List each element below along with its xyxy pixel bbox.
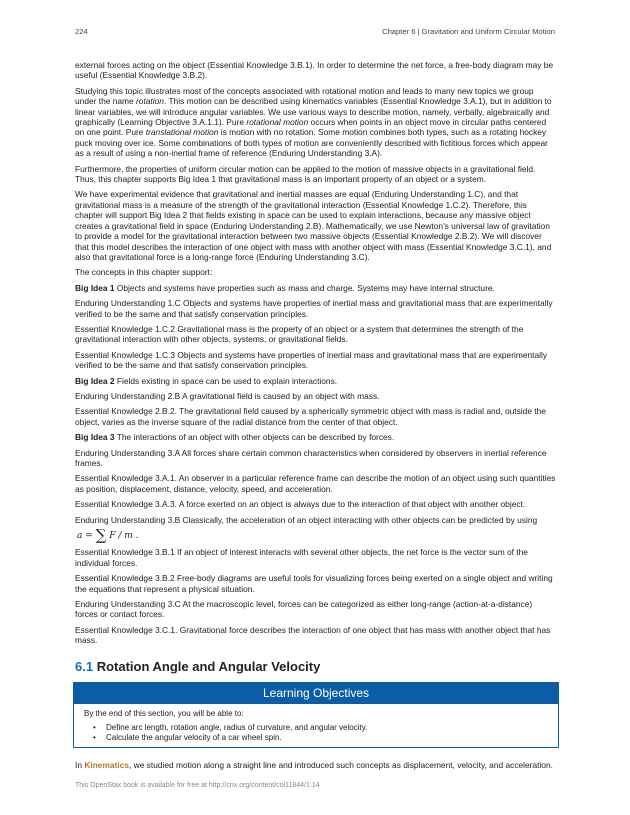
concept-list: [75, 283, 557, 525]
page-content: [75, 60, 557, 776]
objective-item: • Define arc length, rotation angle, radius of curvature, and angular velocity.: [106, 723, 548, 733]
paragraph: external forces acting on the object (Essential Knowledge 3.B.1). In order to determine the net force, a free-body diagram may be useful (Essential Knowledge 3.B.2).: [75, 60, 554, 81]
concept-item: Essential Knowledge 3.C.1. Gravitational force describes the interaction of one object that has mass with another object that has mass.: [75, 624, 551, 646]
paragraph: Studying this topic illustrates most of the concepts associated with rotational motion and leads to many new topics we group under the name rotation. This motion can be described using kinematics variables (Essential Knowledge 3.A.1), but in addition to linear variables, we will introduce angular variables. We use various ways to describe motion, namely, verbally, algebraically and graphically (Learning Objective 3.A.1.1). Pure rotational motion occurs when points in an object move in circular paths centered on one point. Pure translational motion is motion with no rotation. Some motion combines both types, such as a rotating hockey puck moving over ice. Some combinations of both types of motion are conveniently described with fictitious forces which appear as a result of using a non-inertial frame of reference (Enduring Understanding 3.A).: [75, 85, 552, 159]
big-idea-label: Big Idea 3: [75, 432, 115, 443]
concept-item: Enduring Understanding 2.B A gravitational field is caused by an object with mass.: [75, 390, 380, 401]
concept-list-continued: [75, 547, 557, 645]
page-footer: This OpenStax book is available for free at http://cnx.org/content/col11844/1.14: [75, 782, 320, 789]
concept-item: Big Idea 3 The interactions of an object with other objects can be described by forces.: [75, 432, 395, 443]
concept-item: Big Idea 2 Fields existing in space can be used to explain interactions.: [75, 375, 338, 386]
concept-item: Enduring Understanding 3.B Classically, the acceleration of an object interacting with other objects can be predicted by using: [75, 514, 538, 525]
intro-post: , we studied motion along a straight line and introduced such concepts as displacement, velocity, and acceleration.: [129, 760, 553, 771]
concept-item: Big Idea 1 Objects and systems have properties such as mass and charge. Systems may have internal structure.: [75, 282, 495, 293]
intro-paragraph: [75, 760, 557, 770]
sigma-symbol: ∑: [95, 526, 107, 545]
paragraph: We have experimental evidence that gravitational and inertial masses are equal (Enduring Understanding 1.C), and that gravitational mass is a measure of the strength of the gravitational interaction (Essential Knowledge 1.C.2). Therefore, this chapter will support Big Idea 2 that fields existing in space can be used to explain interactions, because any massive object creates a gravitational field in space (Enduring Understanding 2.B). Mathematically, we use Newton's universal law of gravitation to provide a model for the gravitational interaction between two massive objects (Essential Knowledge 2.B.2). We will discover that this model describes the interaction of one object with mass with another object with mass (Essential Knowledge 3.C.1), and also that gravitational force is a long-range force (Enduring Understanding 3.C).: [75, 189, 552, 262]
learning-objectives-title: Learning Objectives: [74, 683, 558, 704]
objective-item: • Calculate the angular velocity of a car wheel spin.: [106, 733, 548, 743]
objectives-list: [84, 723, 548, 743]
concept-item: Essential Knowledge 3.B.2 Free-body diagrams are useful tools for visualizing forces being exerted on a single object and writing the equations that represent a physical situation.: [75, 573, 553, 594]
concept-item: Enduring Understanding 3.A All forces share certain common characteristics when considered by observers in inertial reference frames.: [75, 447, 547, 468]
concept-item: Essential Knowledge 2.B.2. The gravitational field caused by a spherically symmetric object with mass is radial and, outside the object, varies as the inverse square of the radial distance from the center of that object.: [75, 406, 546, 427]
learning-objectives-intro: By the end of this section, you will be able to:: [84, 709, 244, 719]
big-idea-label: Big Idea 1: [75, 282, 115, 293]
big-idea-label: Big Idea 2: [75, 375, 115, 386]
section-heading: [75, 658, 557, 674]
intro-pre: In: [75, 760, 85, 771]
concept-item: Enduring Understanding 3.C At the macroscopic level, forces can be categorized as either long-range (action-at-a-distance) forces or contact forces.: [75, 599, 533, 620]
section-number: 6.1: [75, 658, 94, 674]
concept-item: Enduring Understanding 1.C Objects and systems have properties of inertial mass and gravitational mass that are experimentally verified to be the same and that satisfy conservation principles.: [75, 298, 553, 319]
formula-rhs: F / m .: [109, 531, 139, 542]
concept-item: Essential Knowledge 3.A.1. An observer in a particular reference frame can describe the motion of an object using such quantities as position, displacement, distance, velocity, speed, and acceleration.: [75, 473, 556, 494]
chapter-title: Chapter 6 | Gravitation and Uniform Circular Motion: [382, 27, 555, 36]
concept-item: Essential Knowledge 3.A.3. A force exerted on an object is always due to the interaction of that object with another object.: [75, 499, 526, 510]
formula-lhs: a =: [77, 531, 96, 542]
concept-item: Essential Knowledge 1.C.2 Gravitational mass is the property of an object or a system that determines the strength of the gravitational interaction with other objects, systems, or gravitational fields.: [75, 323, 524, 345]
learning-objectives-box: [73, 682, 559, 748]
page-number: 224: [75, 27, 88, 36]
kinematics-link[interactable]: Kinematics: [84, 760, 129, 771]
concept-item: Essential Knowledge 1.C.3 Objects and systems have properties of inertial mass and gravitational mass that are experimentally verified to be the same and that satisfy conservation principles.: [75, 349, 548, 371]
paragraph: The concepts in this chapter support:: [75, 267, 213, 278]
section-title: Rotation Angle and Angular Velocity: [93, 658, 321, 674]
paragraph: Furthermore, the properties of uniform circular motion can be applied to the motion of massive objects in a gravitational field. Thus, this chapter supports Big Idea 1 that gravitational mass is an important property of an object or a system.: [75, 163, 536, 185]
formula: [77, 526, 557, 545]
concept-item: Essential Knowledge 3.B.1 If an object of interest interacts with several other objects, the net force is the vector sum of the individual forces.: [75, 547, 528, 568]
